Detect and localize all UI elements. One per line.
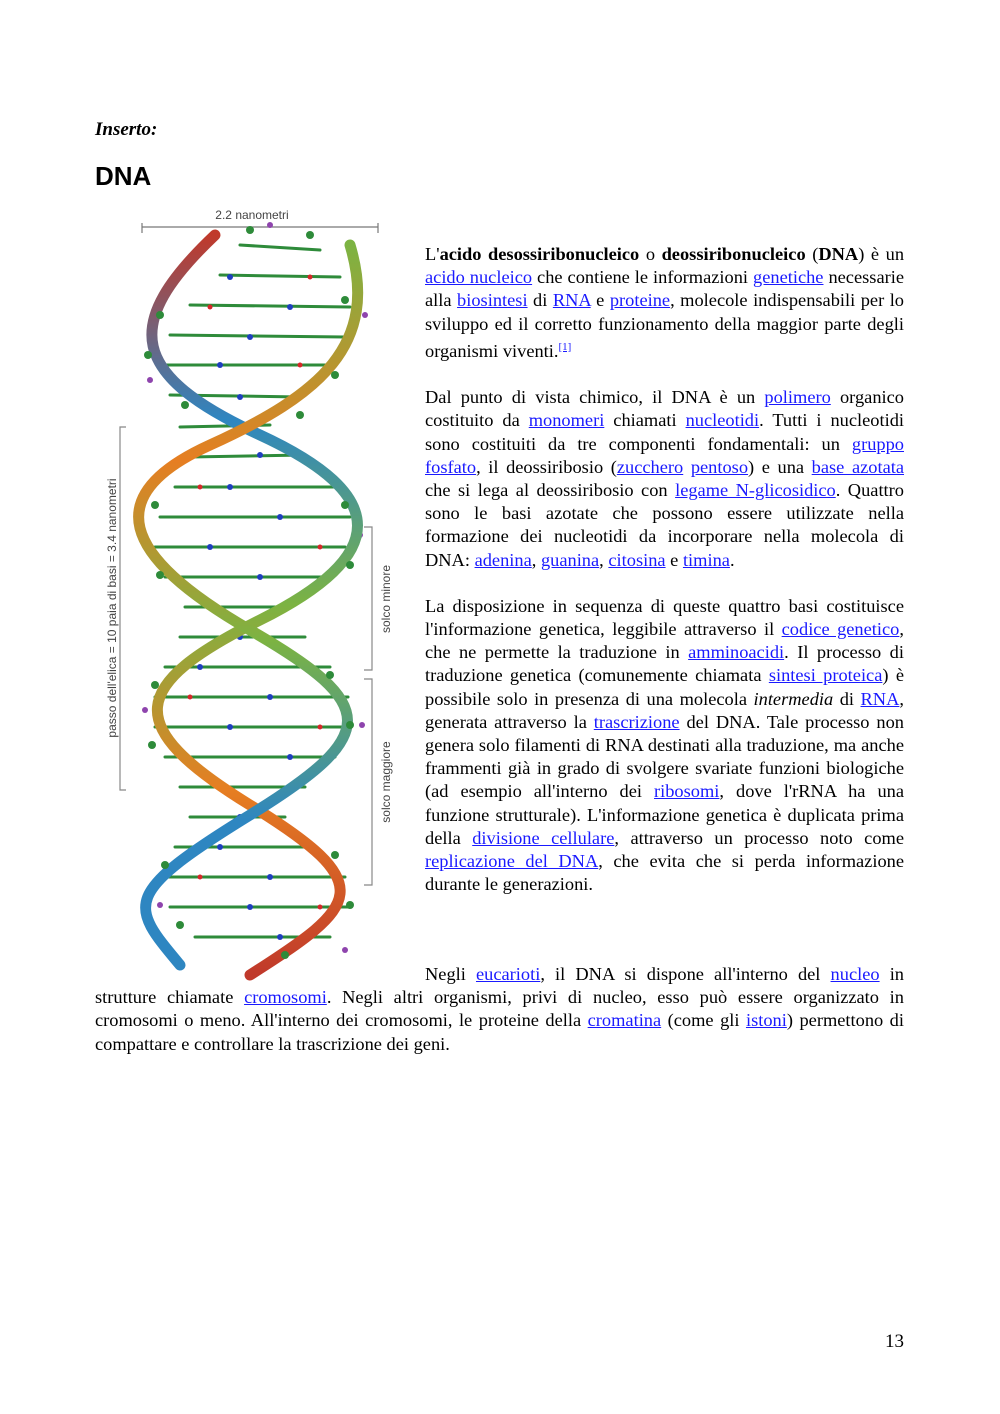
link-biosintesi[interactable]: biosintesi <box>457 290 528 311</box>
term-italic: intermedia <box>753 688 834 709</box>
text-span: necessarie alla <box>425 267 905 311</box>
section-label: Inserto: <box>95 119 158 140</box>
link-replicazione-del-dna[interactable]: replicazione del DNA <box>425 851 599 871</box>
link-ribosomi[interactable]: ribosomi <box>654 781 720 802</box>
link-monomeri[interactable]: monomeri <box>528 410 605 431</box>
link-istoni[interactable]: istoni <box>745 1010 787 1031</box>
major-groove-bracket <box>364 679 372 885</box>
term-bold: acido desossiribonucleico <box>439 244 640 264</box>
link-polimero[interactable]: polimero <box>764 387 831 408</box>
term-bold: DNA <box>818 244 859 264</box>
body-text <box>425 243 904 919</box>
link-nucleotidi[interactable]: nucleotidi <box>685 410 760 431</box>
link-codice-genetico[interactable]: codice genetico <box>781 618 900 639</box>
link-zucchero[interactable]: zucchero <box>616 456 684 477</box>
text-span: ) permettono di compattare e controllare la trascrizione dei geni. <box>95 1010 904 1054</box>
paragraph-chemistry <box>425 386 904 572</box>
pitch-label: passo dell'elica = 10 paia di basi = 3.4 nanometri <box>105 478 119 738</box>
text-span: . <box>729 549 735 570</box>
text-span: Negli <box>425 964 476 984</box>
reference-link[interactable]: [1] <box>558 340 572 353</box>
link-rna[interactable]: RNA <box>860 688 900 709</box>
text-span: , generata attraverso la <box>425 688 904 732</box>
link-amminoacidi[interactable]: amminoacidi <box>688 642 785 663</box>
pitch-bracket <box>120 427 126 790</box>
link-cromatina[interactable]: cromatina <box>587 1010 662 1031</box>
minor-groove-label: solco minore <box>379 564 393 634</box>
text-span: , che ne permette la traduzione in <box>425 618 904 663</box>
text-span: L' <box>425 244 440 264</box>
text-span: , che evita che si perda informazione durante le generazioni. <box>425 851 904 895</box>
text-span: La disposizione in sequenza di queste quattro basi costituisce l'informazione genetica, leggibile attraverso il <box>425 595 904 639</box>
text-span: ) è un <box>858 244 905 264</box>
text-span: che si lega al deossiribosio con <box>425 479 676 500</box>
atoms <box>142 222 368 953</box>
link-rna[interactable]: RNA <box>552 290 591 311</box>
text-span: , il DNA si dispone all'interno del <box>540 964 831 984</box>
link-timina[interactable]: timina <box>682 549 730 570</box>
link-genetiche[interactable]: genetiche <box>753 267 824 288</box>
text-span: che contiene le informazioni <box>532 267 754 288</box>
text-span: in strutture chiamate <box>95 964 905 1008</box>
text-span <box>683 457 691 477</box>
text-span: , <box>531 549 541 570</box>
link-gruppo-fosfato[interactable]: gruppo fosfato <box>425 433 904 477</box>
minor-groove-bracket <box>364 527 372 670</box>
link-base-azotata[interactable]: base azotata <box>811 456 905 477</box>
text-span: , dove l'rRNA ha una funzione strutturale). L'informazione genetica è duplicata prima della <box>425 781 904 848</box>
dna-double-helix-illustration <box>100 205 400 985</box>
text-span: e <box>590 290 610 311</box>
text-span: di <box>527 290 553 311</box>
text-span: del DNA. Tale processo non genera solo filamenti di RNA destinati alla traduzione, ma anche frammenti già in grado di svolgere svariate funzioni biologiche (ad esempio all'interno dei <box>425 711 904 802</box>
link-adenina[interactable]: adenina <box>474 549 532 570</box>
link-pentoso[interactable]: pentoso <box>690 456 749 477</box>
text-span: . Negli altri organismi, privi di nucleo, esso può essere organizzato in cromosomi o meno. All'interno dei cromosomi, le proteine della <box>95 987 904 1031</box>
link-trascrizione[interactable]: trascrizione <box>593 711 680 732</box>
page-title: DNA <box>95 161 152 191</box>
link-guanina[interactable]: guanina <box>540 549 600 570</box>
text-span: di <box>833 688 861 709</box>
link-citosina[interactable]: citosina <box>608 549 666 570</box>
text-span: . Il processo di traduzione genetica (comunemente chiamata <box>425 642 904 686</box>
text-span: . Quattro sono le basi azotate che possono essere utilizzate nella formazione dei nucleotidi da incorporare nella molecola di DNA: <box>425 479 904 570</box>
paragraph-eukaryotes <box>95 963 904 1056</box>
text-span: ) è possibile solo in presenza di una molecola <box>425 665 904 709</box>
link-eucarioti[interactable]: eucarioti <box>475 964 541 984</box>
term-bold: deossiribonucleico <box>661 244 806 264</box>
link-cromosomi[interactable]: cromosomi <box>244 987 327 1008</box>
text-span: o <box>639 244 662 264</box>
text-span: , il deossiribosio ( <box>476 456 617 477</box>
text-span: , molecole indispensabili per lo sviluppo ed il corretto funzionamento della maggior parte degli organismi viventi. <box>425 290 904 361</box>
text-span: ( <box>805 244 819 264</box>
page-number: 13 <box>885 1331 904 1352</box>
dna-figure <box>100 205 400 985</box>
paragraph-genetic-code <box>425 595 904 897</box>
link-proteine[interactable]: proteine <box>609 290 671 311</box>
text-span: Dal punto di vista chimico, il DNA è un <box>425 387 765 408</box>
text-span: . Tutti i nucleotidi sono costituiti da tre componenti fondamentali: un <box>425 410 905 454</box>
text-span: ) e una <box>748 456 812 477</box>
text-span: e <box>665 549 683 570</box>
link-nucleo[interactable]: nucleo <box>830 964 880 984</box>
text-span: , <box>599 549 609 570</box>
major-groove-label: solco maggiore <box>379 741 393 823</box>
text-span: (come gli <box>661 1010 746 1031</box>
width-label: 2.2 nanometri <box>215 208 289 222</box>
link-legame-n-glicosidico[interactable]: legame N-glicosidico <box>675 479 836 500</box>
text-span: chiamati <box>604 410 686 431</box>
link-sintesi-proteica[interactable]: sintesi proteica <box>768 665 883 686</box>
text-span: organico costituito da <box>425 387 904 431</box>
link-divisione-cellulare[interactable]: divisione cellulare <box>472 827 615 848</box>
text-span: , attraverso un processo noto come <box>614 827 905 848</box>
paragraph-definition <box>425 243 904 363</box>
link-acido-nucleico[interactable]: acido nucleico <box>425 267 533 288</box>
